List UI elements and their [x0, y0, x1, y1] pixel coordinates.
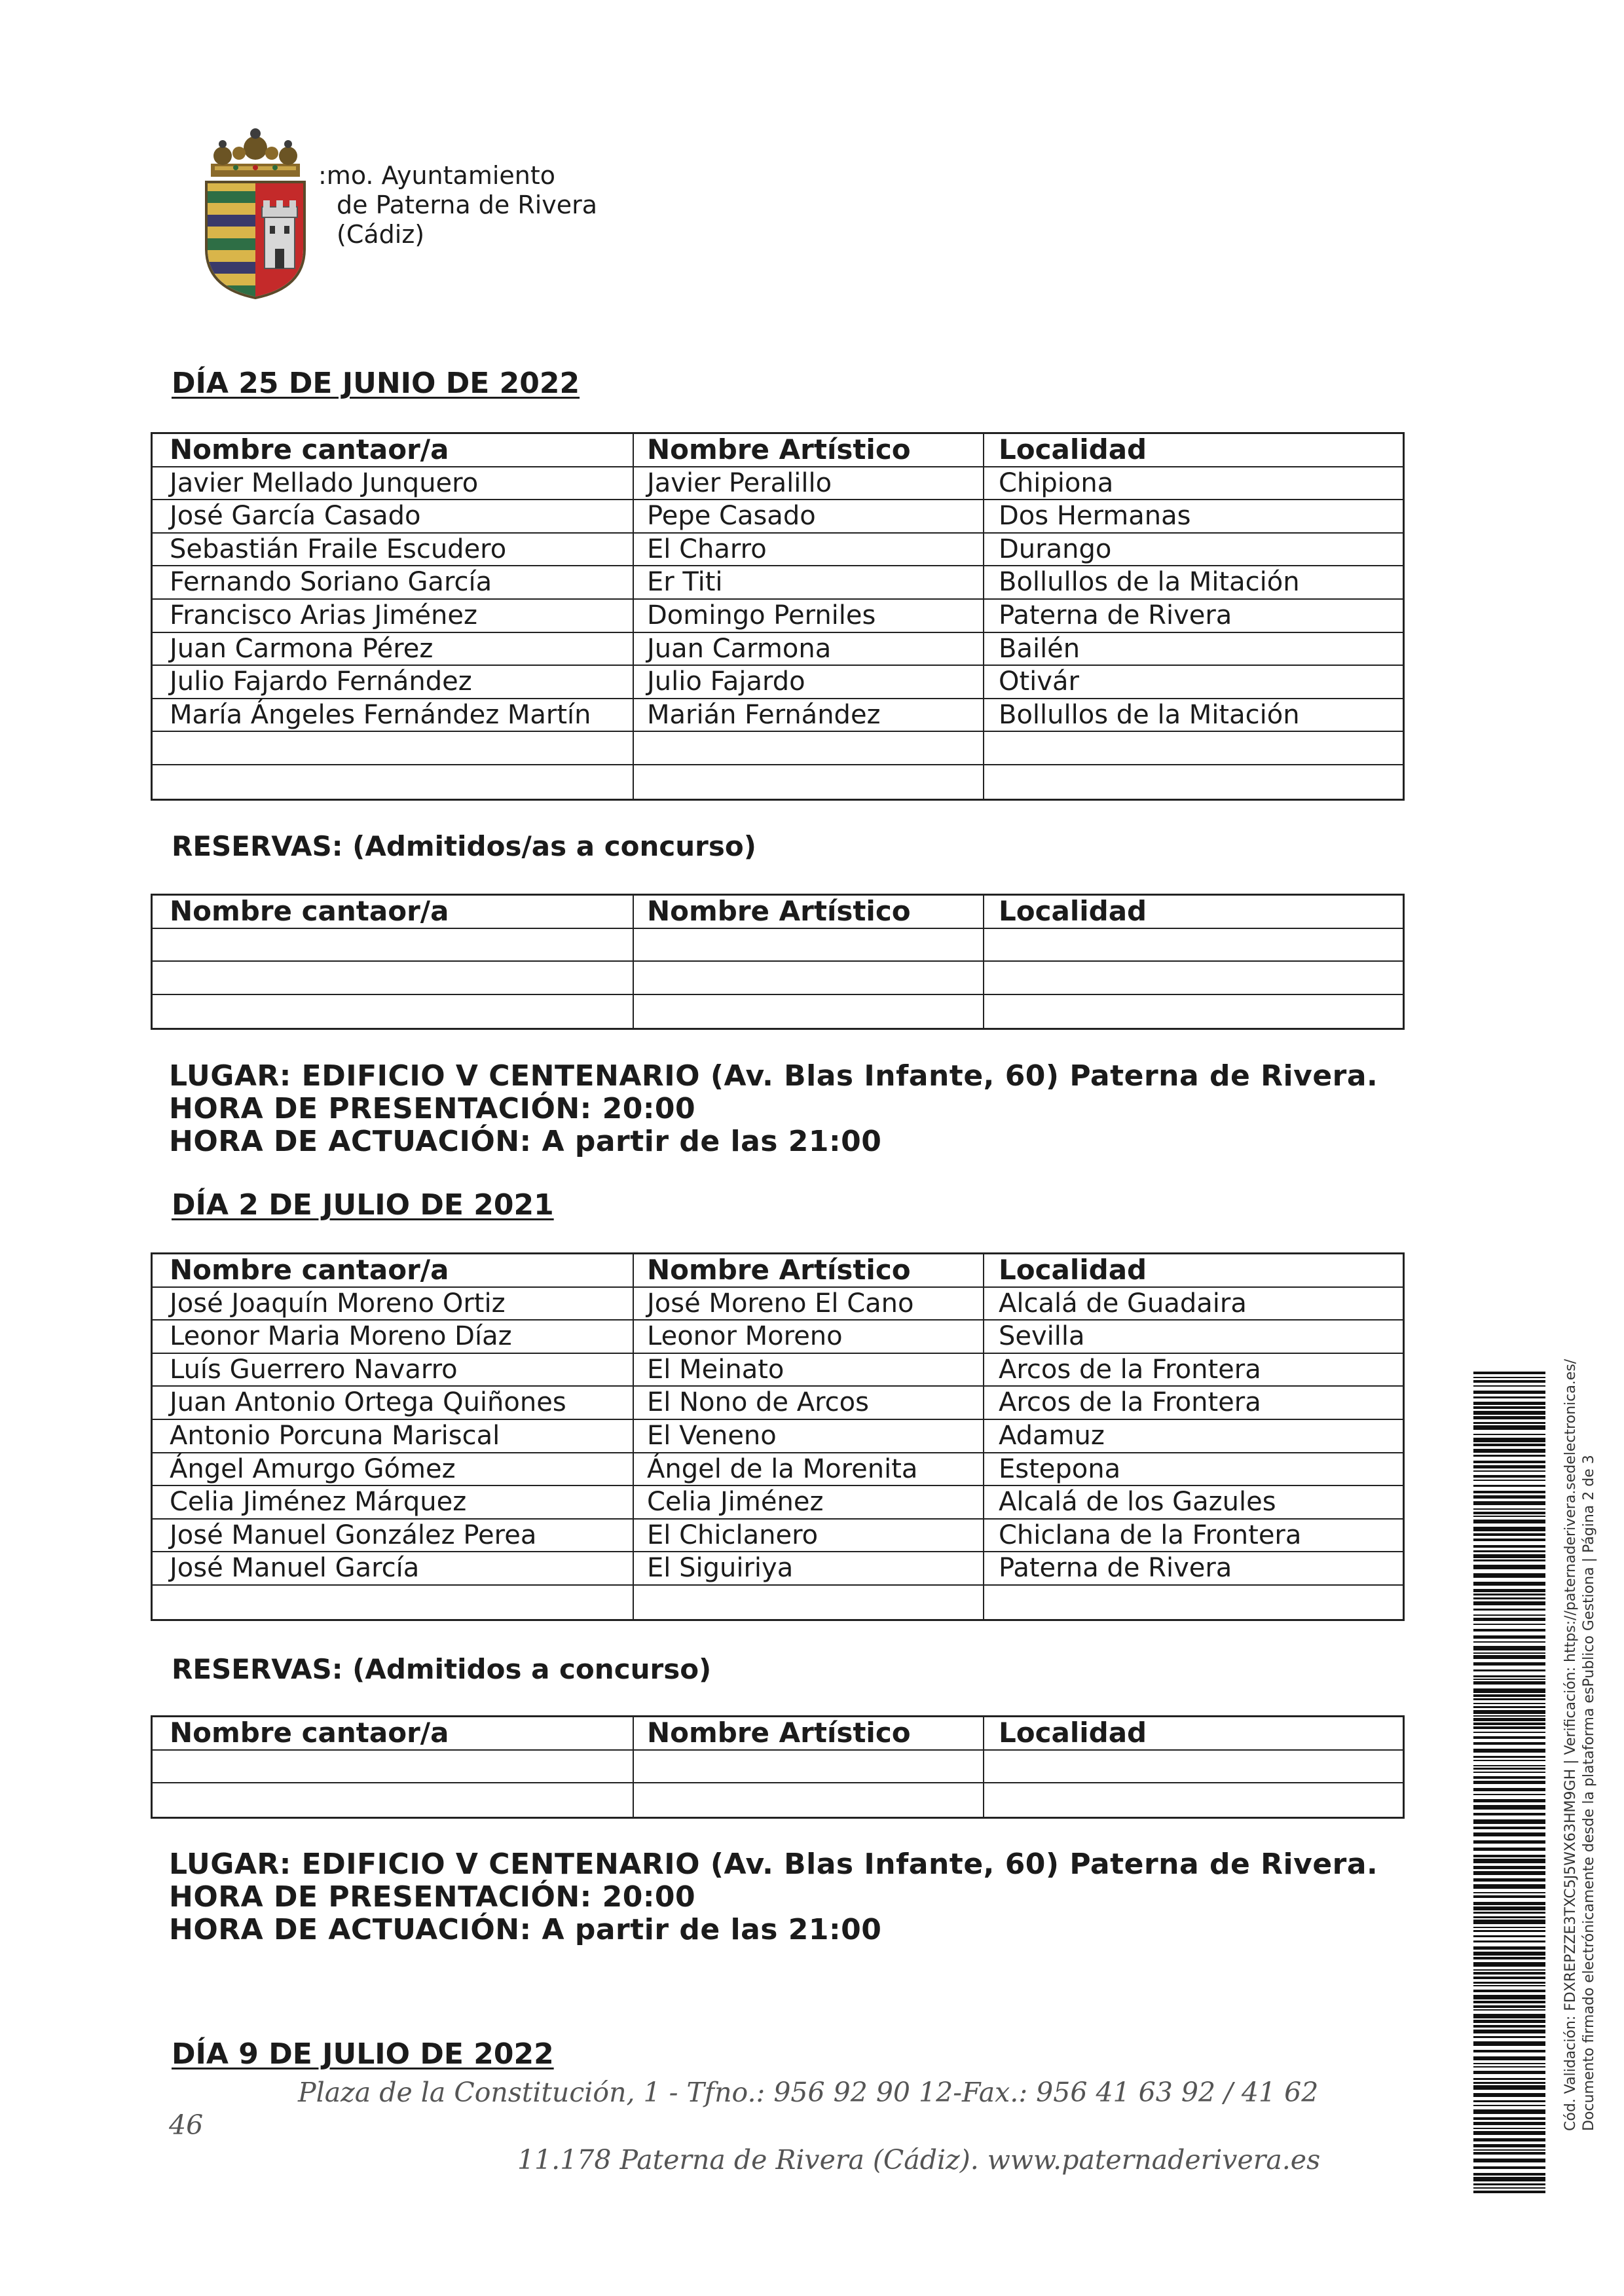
- table-row: [153, 633, 1403, 666]
- barcode-bar: [1473, 1372, 1545, 1374]
- barcode-bar: [1473, 1722, 1545, 1725]
- barcode-bar: [1473, 1434, 1545, 1435]
- org-name-line3: (Cádiz): [337, 220, 425, 249]
- column-header: Nombre cantaor/a: [153, 1254, 634, 1286]
- table-cell: Javier Peralillo: [634, 467, 984, 500]
- barcode-bar: [1473, 1635, 1545, 1639]
- barcode-bar: [1473, 1516, 1545, 1517]
- section2-reservas-table: [151, 1715, 1405, 1819]
- barcode-bar: [1473, 1624, 1545, 1625]
- barcode-bar: [1473, 2159, 1545, 2162]
- section2-hora-presentacion: HORA DE PRESENTACIÓN: 20:00: [169, 1880, 696, 1914]
- table-cell: [984, 765, 1403, 799]
- section1-lugar: LUGAR: EDIFICIO V CENTENARIO (Av. Blas Infante, 60) Paterna de Rivera.: [169, 1059, 1378, 1093]
- barcode-bar: [1473, 2014, 1545, 2018]
- barcode-bar: [1473, 1726, 1545, 1729]
- barcode-bar: [1473, 1776, 1545, 1779]
- table-cell: Sevilla: [999, 1321, 1085, 1352]
- barcode-bar: [1473, 1559, 1545, 1561]
- table-cell: Alcalá de Guadaira: [999, 1288, 1247, 1319]
- barcode-bar: [1473, 1859, 1545, 1863]
- section1-hora-presentacion: HORA DE PRESENTACIÓN: 20:00: [169, 1092, 696, 1125]
- barcode-bar: [1473, 1422, 1545, 1424]
- barcode-bar: [1473, 1703, 1545, 1704]
- table-row: [153, 699, 1403, 733]
- barcode-bar: [1473, 1545, 1545, 1548]
- section1-title: DÍA 25 DE JUNIO DE 2022: [172, 367, 580, 400]
- barcode-bar: [1473, 1710, 1545, 1714]
- validation-line1: Cód. Validación: FDXREPZZE3TXC5J5WX63HM9GH | Verificación: https://paternaderivera.sedelectronica.es/: [1562, 1358, 1579, 2131]
- barcode-bar: [1473, 1669, 1545, 1671]
- barcode-bar: [1473, 1491, 1545, 1493]
- table-cell: Ángel Amurgo Gómez: [153, 1453, 634, 1485]
- org-name-line1: :mo. Ayuntamiento: [318, 161, 556, 190]
- table-cell: Ángel de la Morenita: [634, 1453, 984, 1485]
- barcode-bar: [1473, 1475, 1545, 1478]
- table-cell: Paterna de Rivera: [999, 1553, 1232, 1584]
- barcode-bar: [1473, 1533, 1545, 1536]
- barcode-bar: [1473, 2078, 1545, 2080]
- barcode-bar: [1473, 1941, 1545, 1942]
- column-header: Nombre cantaor/a: [153, 896, 634, 928]
- table-row: [153, 1453, 1403, 1487]
- table-cell: [984, 1751, 1403, 1783]
- barcode-bar: [1473, 1652, 1545, 1654]
- section3-title: DÍA 9 DE JULIO DE 2022: [172, 2037, 554, 2071]
- barcode-bar: [1473, 1461, 1545, 1463]
- barcode-bar: [1473, 1760, 1545, 1761]
- table-row: [153, 1586, 1403, 1619]
- table-cell: [634, 962, 984, 994]
- barcode-bar: [1473, 1573, 1545, 1578]
- barcode-bar: [1473, 1679, 1545, 1680]
- table-cell: Chipiona: [999, 467, 1114, 498]
- table-cell: Dos Hermanas: [999, 501, 1191, 532]
- barcode-bar: [1473, 1618, 1545, 1621]
- barcode-bar: [1473, 1539, 1545, 1541]
- table-row: [153, 534, 1403, 567]
- table-cell: María Ángeles Fernández Martín: [153, 699, 634, 731]
- footer-address-line2: 11.178 Paterna de Rivera (Cádiz). www.paternaderivera.es: [517, 2144, 1321, 2176]
- table-cell: José Manuel González Perea: [153, 1520, 634, 1552]
- table-cell: [634, 765, 984, 799]
- column-header: Nombre Artístico: [634, 896, 984, 928]
- barcode-bar: [1473, 1629, 1545, 1631]
- table-row: [153, 732, 1403, 765]
- barcode-bar: [1473, 1732, 1545, 1733]
- barcode-bar: [1473, 1946, 1545, 1950]
- barcode-bar: [1473, 2082, 1545, 2084]
- barcode-bar: [1473, 1930, 1545, 1932]
- table-cell: [153, 995, 634, 1029]
- barcode-bar: [1473, 2122, 1545, 2125]
- table-cell: [634, 929, 984, 961]
- table-cell: [634, 1586, 984, 1619]
- barcode-bar: [1473, 2093, 1545, 2097]
- table-cell: Luís Guerrero Navarro: [153, 1354, 634, 1386]
- barcode-bar: [1473, 1416, 1545, 1419]
- coat-of-arms-logo: [196, 124, 314, 301]
- barcode-bar: [1473, 1813, 1545, 1815]
- table-row: [153, 1354, 1403, 1387]
- table-cell: Er Titi: [634, 566, 984, 598]
- barcode-bar: [1473, 1827, 1545, 1829]
- table-cell: [153, 1751, 634, 1783]
- barcode-bar: [1473, 1756, 1545, 1758]
- barcode-bar: [1473, 1952, 1545, 1956]
- barcode-bar: [1473, 1601, 1545, 1605]
- barcode-bar: [1473, 1444, 1545, 1446]
- barcode-bar: [1473, 1582, 1545, 1586]
- table-cell: [984, 1586, 1403, 1619]
- barcode-bar: [1473, 1681, 1545, 1685]
- barcode-bar: [1473, 1438, 1545, 1442]
- barcode-bar: [1473, 1646, 1545, 1650]
- barcode-bar: [1473, 1781, 1545, 1784]
- section1-table: [151, 432, 1405, 801]
- table-cell: Alcalá de los Gazules: [999, 1487, 1276, 1518]
- table-cell: El Veneno: [634, 1420, 984, 1452]
- barcode-bar: [1473, 1614, 1545, 1616]
- barcode-bar: [1473, 1742, 1545, 1745]
- barcode-bar: [1473, 1927, 1545, 1928]
- barcode-bar: [1473, 2105, 1545, 2106]
- column-header: Localidad: [999, 896, 1147, 927]
- table-cell: El Charro: [634, 534, 984, 566]
- table-cell: Durango: [999, 534, 1112, 564]
- table-cell: Marián Fernández: [634, 699, 984, 731]
- table-cell: Domingo Perniles: [634, 600, 984, 632]
- table-cell: José Moreno El Cano: [634, 1288, 984, 1320]
- barcode-bar: [1473, 1465, 1545, 1468]
- barcode-bar: [1473, 2177, 1545, 2181]
- barcode-bar: [1473, 1565, 1545, 1569]
- table-cell: [153, 1783, 634, 1817]
- barcode-bar: [1473, 1977, 1545, 1979]
- barcode-bar: [1473, 2183, 1545, 2185]
- table-cell: Celia Jiménez Márquez: [153, 1486, 634, 1518]
- column-header: Localidad: [999, 1254, 1147, 1286]
- barcode-bar: [1473, 1675, 1545, 1677]
- barcode-bar: [1473, 1990, 1545, 1992]
- barcode-bar: [1473, 2128, 1545, 2129]
- barcode-bar: [1473, 1594, 1545, 1595]
- barcode-bar: [1473, 1688, 1545, 1693]
- table-cell: Pepe Casado: [634, 500, 984, 532]
- section1-hora-actuacion: HORA DE ACTUACIÓN: A partir de las 21:00: [169, 1125, 882, 1158]
- table-cell: José García Casado: [153, 500, 634, 532]
- table-cell: [153, 1586, 634, 1619]
- table-cell: José Manuel García: [153, 1552, 634, 1584]
- barcode-bar: [1473, 1819, 1545, 1824]
- table-row: [153, 962, 1403, 995]
- barcode-bar: [1473, 1425, 1545, 1430]
- barcode-bar: [1473, 2063, 1545, 2064]
- barcode-bar: [1473, 2131, 1545, 2135]
- table-row: [153, 1751, 1403, 1784]
- crown-icon: [211, 128, 300, 177]
- table-cell: Juan Carmona: [634, 633, 984, 665]
- table-row: [153, 1420, 1403, 1453]
- barcode-bar: [1473, 2050, 1545, 2052]
- table-cell: Bailén: [999, 633, 1080, 664]
- table-row: [153, 1288, 1403, 1321]
- barcode-bar: [1473, 1772, 1545, 1773]
- shield-icon: [206, 182, 304, 301]
- barcode-bar: [1473, 1749, 1545, 1753]
- table-cell: Celia Jiménez: [634, 1486, 984, 1518]
- table-cell: Antonio Porcuna Mariscal: [153, 1420, 634, 1452]
- barcode-bar: [1473, 1906, 1545, 1910]
- org-name-line2: de Paterna de Rivera: [337, 191, 598, 219]
- barcode-bar: [1473, 2144, 1545, 2147]
- table-cell: [984, 732, 1403, 764]
- table-cell: Javier Mellado Junquero: [153, 467, 634, 500]
- barcode-bar: [1473, 1597, 1545, 1599]
- section2-hora-actuacion: HORA DE ACTUACIÓN: A partir de las 21:00: [169, 1913, 882, 1946]
- table-cell: Bollullos de la Mitación: [999, 699, 1300, 730]
- barcode-bar: [1473, 2041, 1545, 2046]
- barcode-bar: [1473, 1402, 1545, 1405]
- barcode-bar: [1473, 2009, 1545, 2011]
- barcode-bar: [1473, 1411, 1545, 1415]
- barcode-bar: [1473, 2187, 1545, 2189]
- barcode-bar: [1473, 1969, 1545, 1971]
- table-cell: Leonor Moreno: [634, 1321, 984, 1353]
- barcode-bar: [1473, 1902, 1545, 1905]
- column-header: Nombre Artístico: [634, 434, 984, 466]
- barcode-bar: [1473, 2005, 1545, 2008]
- table-row: [153, 467, 1403, 501]
- barcode-bar: [1473, 1520, 1545, 1523]
- table-cell: [153, 732, 634, 764]
- table-row: [153, 1520, 1403, 1553]
- table-cell: [634, 995, 984, 1029]
- barcode-bar: [1473, 1508, 1545, 1510]
- table-row: [153, 600, 1403, 633]
- barcode-bar: [1473, 1848, 1545, 1851]
- barcode-bar: [1473, 1495, 1545, 1499]
- barcode-bar: [1473, 1884, 1545, 1889]
- section2-lugar: LUGAR: EDIFICIO V CENTENARIO (Av. Blas Infante, 60) Paterna de Rivera.: [169, 1848, 1378, 1881]
- table-row: [153, 765, 1403, 799]
- column-header: Nombre cantaor/a: [153, 1717, 634, 1749]
- barcode-bar: [1473, 2020, 1545, 2023]
- section1-reservas-title: RESERVAS: (Admitidos/as a concurso): [172, 830, 756, 862]
- column-header: Localidad: [999, 1717, 1147, 1749]
- table-cell: Bollullos de la Mitación: [999, 567, 1300, 598]
- table-cell: Otivár: [999, 666, 1079, 697]
- barcode-bar: [1473, 1501, 1545, 1505]
- barcode-bar: [1473, 2056, 1545, 2060]
- barcode-bar: [1473, 2109, 1545, 2114]
- barcode-bar: [1473, 1589, 1545, 1592]
- table-row: [153, 500, 1403, 534]
- barcode-bar: [1473, 1385, 1545, 1387]
- table-header-row: [153, 896, 1403, 929]
- table-row: [153, 1387, 1403, 1420]
- barcode-bar: [1473, 1470, 1545, 1472]
- table-header-row: [153, 434, 1403, 467]
- table-row: [153, 1783, 1403, 1817]
- table-cell: El Siguiriya: [634, 1552, 984, 1584]
- barcode-bar: [1473, 2117, 1545, 2120]
- barcode-bar: [1473, 1878, 1545, 1882]
- table-header-row: [153, 1254, 1403, 1288]
- barcode-bar: [1473, 1799, 1545, 1802]
- table-row: [153, 929, 1403, 962]
- table-cell: [634, 732, 984, 764]
- table-cell: [984, 962, 1403, 994]
- barcode-bar: [1473, 1912, 1545, 1914]
- table-cell: Francisco Arias Jiménez: [153, 600, 634, 632]
- table-cell: [153, 765, 634, 799]
- table-row: [153, 1321, 1403, 1354]
- table-row: [153, 995, 1403, 1029]
- barcode-bar: [1473, 1715, 1545, 1717]
- barcode-bar: [1473, 1871, 1545, 1875]
- barcode-bar: [1473, 1935, 1545, 1937]
- table-cell: Estepona: [999, 1453, 1121, 1484]
- table-row: [153, 1552, 1403, 1586]
- barcode-bar: [1473, 1706, 1545, 1708]
- table-cell: [634, 1783, 984, 1817]
- barcode-bar: [1473, 1855, 1545, 1857]
- barcode-bar: [1473, 1718, 1545, 1721]
- barcode-bar: [1473, 1982, 1545, 1984]
- barcode-bar: [1473, 2001, 1545, 2003]
- table-row: [153, 666, 1403, 699]
- barcode-bar: [1473, 1794, 1545, 1795]
- barcode-bar: [1473, 2149, 1545, 2151]
- barcode-bar: [1473, 1641, 1545, 1643]
- section2-reservas-title: RESERVAS: (Admitidos a concurso): [172, 1653, 712, 1685]
- barcode-bar: [1473, 1840, 1545, 1844]
- barcode-bar: [1473, 1694, 1545, 1697]
- barcode-bar: [1473, 1449, 1545, 1453]
- barcode-bar: [1473, 1788, 1545, 1791]
- barcode-bar: [1473, 2166, 1545, 2169]
- table-header-row: [153, 1717, 1403, 1751]
- barcode-bar: [1473, 2066, 1545, 2068]
- table-cell: Fernando Soriano García: [153, 566, 634, 598]
- barcode-bar: [1473, 2100, 1545, 2102]
- barcode-bar: [1473, 2030, 1545, 2033]
- table-cell: José Joaquín Moreno Ortiz: [153, 1288, 634, 1320]
- section2-title: DÍA 2 DE JULIO DE 2021: [172, 1188, 554, 1222]
- barcode-bar: [1473, 1396, 1545, 1398]
- table-cell: Julio Fajardo: [634, 666, 984, 698]
- barcode-bar: [1473, 1480, 1545, 1481]
- barcode-bar: [1473, 1698, 1545, 1700]
- barcode-bar: [1473, 2036, 1545, 2038]
- barcode-bar: [1473, 1380, 1545, 1383]
- barcode-icon: [1473, 1372, 1545, 2193]
- table-cell: Juan Carmona Pérez: [153, 633, 634, 665]
- barcode-bar: [1473, 1609, 1545, 1611]
- barcode-bar: [1473, 1892, 1545, 1893]
- barcode-bar: [1473, 1391, 1545, 1394]
- footer-address-line1: Plaza de la Constitución, 1 - Tfno.: 956 92 90 12-Fax.: 956 41 63 92 / 41 62: [298, 2077, 1319, 2108]
- table-cell: Julio Fajardo Fernández: [153, 666, 634, 698]
- column-header: Nombre Artístico: [634, 1717, 984, 1749]
- table-cell: [984, 1783, 1403, 1817]
- table-cell: El Meinato: [634, 1354, 984, 1386]
- barcode-bar: [1473, 1916, 1545, 1918]
- barcode-bar: [1473, 2025, 1545, 2028]
- barcode-bar: [1473, 1985, 1545, 1986]
- validation-side-text: [1562, 1345, 1598, 2131]
- barcode-bar: [1473, 1527, 1545, 1531]
- table-cell: El Chiclanero: [634, 1520, 984, 1552]
- barcode-bar: [1473, 1455, 1545, 1457]
- barcode-bar: [1473, 1554, 1545, 1558]
- section1-reservas-table: [151, 894, 1405, 1030]
- barcode-bar: [1473, 1485, 1545, 1487]
- barcode-bar: [1473, 1995, 1545, 1999]
- barcode-bar: [1473, 2138, 1545, 2141]
- table-cell: Juan Antonio Ortega Quiñones: [153, 1387, 634, 1419]
- barcode-bar: [1473, 2173, 1545, 2176]
- barcode-bar: [1473, 1550, 1545, 1552]
- barcode-bar: [1473, 1377, 1545, 1378]
- barcode-bar: [1473, 2071, 1545, 2074]
- table-row: [153, 566, 1403, 600]
- barcode-bar: [1473, 2191, 1545, 2193]
- barcode-bar: [1473, 1765, 1545, 1766]
- barcode-bar: [1473, 1972, 1545, 1975]
- table-cell: [153, 929, 634, 961]
- column-header: Nombre Artístico: [634, 1254, 984, 1286]
- barcode-bar: [1473, 1406, 1545, 1409]
- section2-table: [151, 1252, 1405, 1621]
- barcode-bar: [1473, 1895, 1545, 1898]
- column-header: Localidad: [999, 434, 1147, 465]
- barcode-bar: [1473, 2085, 1545, 2090]
- table-cell: Sebastián Fraile Escudero: [153, 534, 634, 566]
- table-cell: Arcos de la Frontera: [999, 1387, 1261, 1418]
- table-row: [153, 1486, 1403, 1520]
- column-header: Nombre cantaor/a: [153, 434, 634, 466]
- barcode-bar: [1473, 1768, 1545, 1770]
- table-cell: [153, 962, 634, 994]
- barcode-bar: [1473, 1832, 1545, 1836]
- table-cell: Leonor Maria Moreno Díaz: [153, 1321, 634, 1353]
- barcode-bar: [1473, 1962, 1545, 1967]
- barcode-bar: [1473, 1736, 1545, 1739]
- barcode-bar: [1473, 1662, 1545, 1666]
- barcode-bar: [1473, 1957, 1545, 1959]
- barcode-bar: [1473, 1805, 1545, 1810]
- table-cell: [634, 1751, 984, 1783]
- validation-line2: Documento firmado electrónicamente desde la plataforma esPublico Gestiona | Página 2 de 3: [1581, 1455, 1597, 2131]
- table-cell: Chiclana de la Frontera: [999, 1520, 1302, 1550]
- barcode-bar: [1473, 1512, 1545, 1514]
- barcode-bar: [1473, 1866, 1545, 1869]
- table-cell: [984, 929, 1403, 961]
- table-cell: El Nono de Arcos: [634, 1387, 984, 1419]
- table-cell: Adamuz: [999, 1420, 1105, 1451]
- table-cell: Paterna de Rivera: [999, 600, 1232, 630]
- barcode-bar: [1473, 1655, 1545, 1659]
- barcode-bar: [1473, 2152, 1545, 2155]
- page-number: 46: [169, 2109, 204, 2141]
- barcode-bar: [1473, 1920, 1545, 1924]
- table-cell: [984, 995, 1403, 1029]
- table-cell: Arcos de la Frontera: [999, 1354, 1261, 1385]
